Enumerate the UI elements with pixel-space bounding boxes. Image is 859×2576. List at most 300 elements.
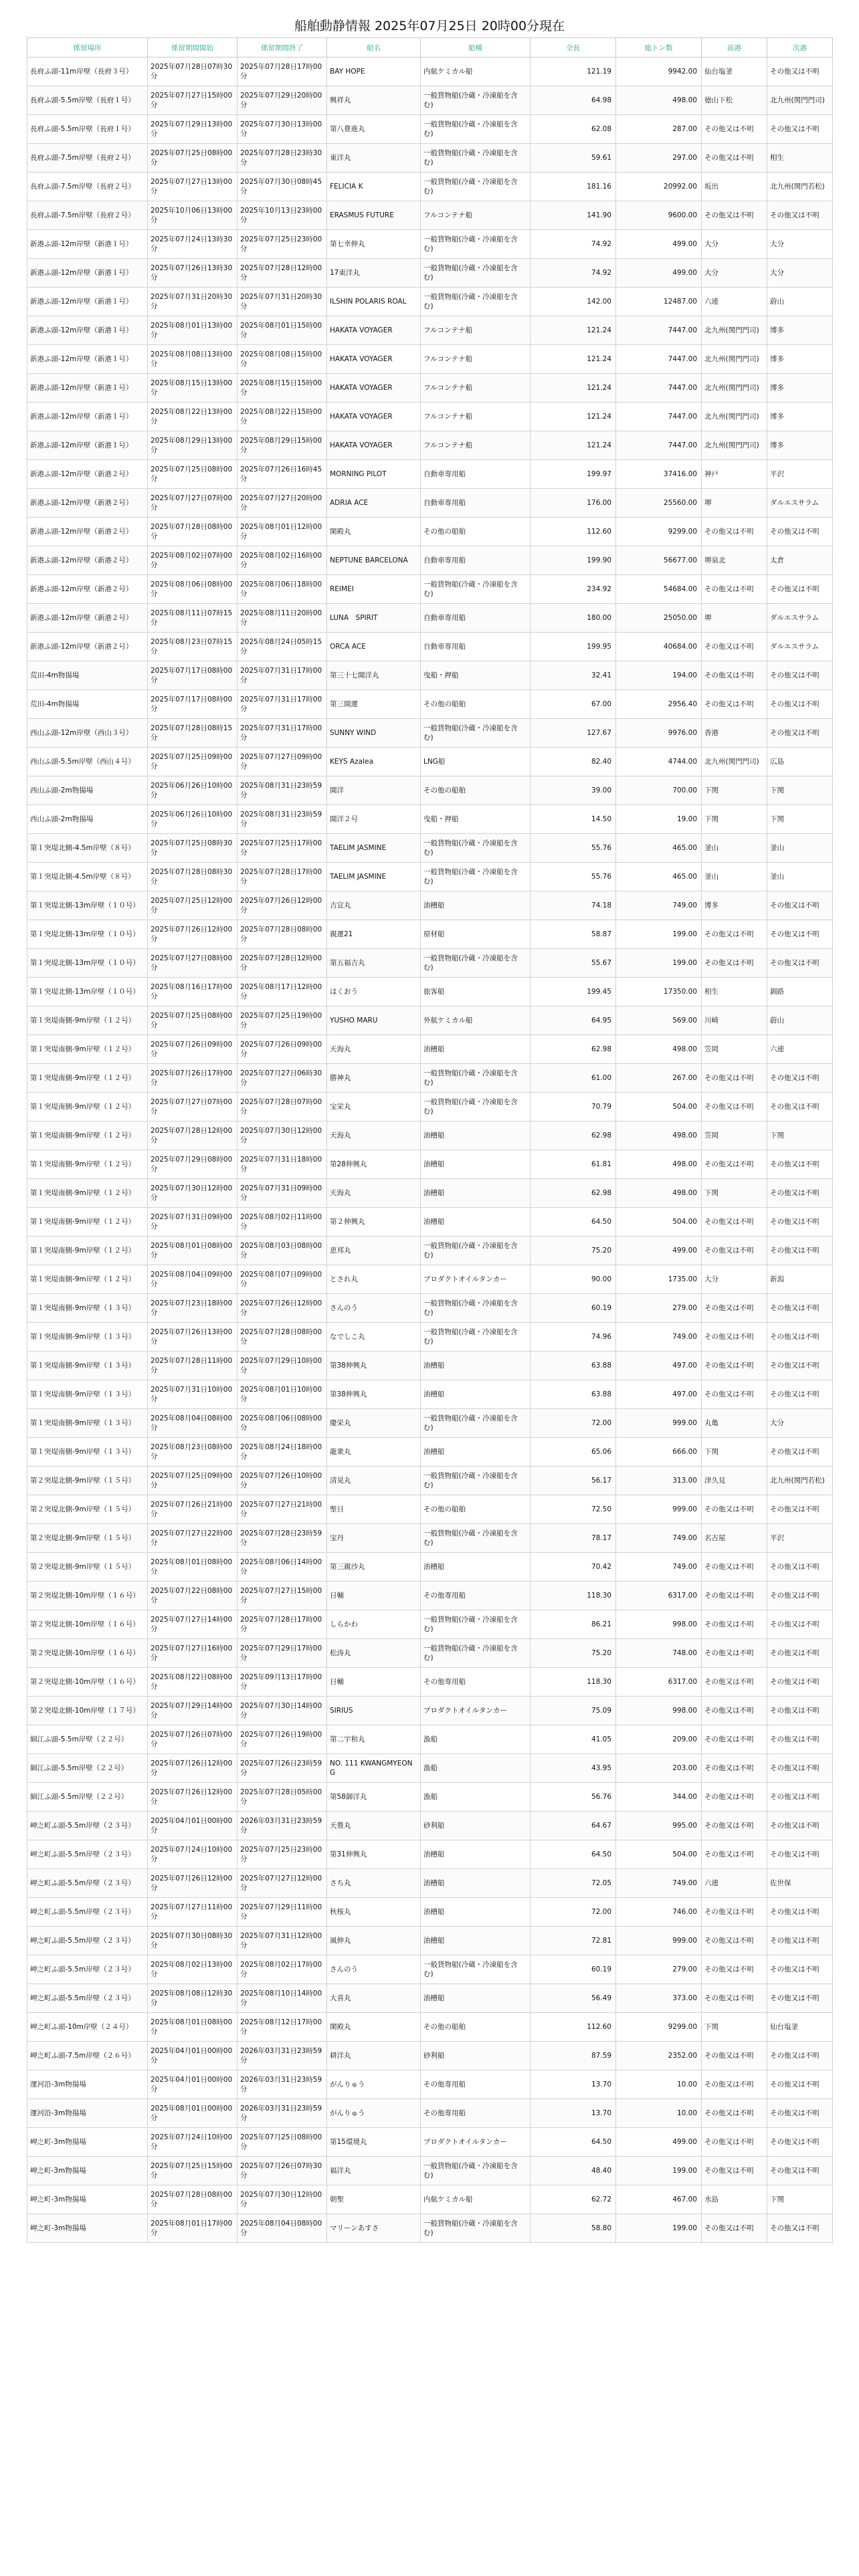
length-cell: 90.00 [531, 1265, 616, 1294]
next-port-cell: 大分 [767, 230, 833, 259]
length-cell: 64.67 [531, 1812, 616, 1840]
col-header-gross-tonnage[interactable]: 総トン数 [616, 38, 702, 58]
end-cell: 2025年08月22日15時00分 [237, 403, 327, 431]
ship-type-cell: 一般貨物船(冷蔵・冷凍船を含む) [421, 86, 531, 115]
ship-name-cell: 第15環境丸 [327, 2128, 421, 2157]
ship-name-cell: ILSHIN POLARIS ROAL [327, 288, 421, 316]
ship-type-cell: 外航ケミカル船 [421, 1006, 531, 1035]
berth-cell: 岬之町ふ頭-7.5m岸壁（２６号） [27, 2042, 148, 2070]
next-port-cell: その他又は不明 [767, 1783, 833, 1812]
length-cell: 62.98 [531, 1121, 616, 1150]
end-cell: 2025年07月28日23時59分 [237, 1524, 327, 1553]
end-cell: 2025年07月28日12時00分 [237, 259, 327, 288]
start-cell: 2025年08月29日13時00分 [148, 431, 237, 460]
start-cell: 2025年07月31日10時00分 [148, 1380, 237, 1409]
end-cell: 2025年07月26日10時00分 [237, 1467, 327, 1495]
start-cell: 2025年07月28日11時00分 [148, 1352, 237, 1380]
length-cell: 199.95 [531, 633, 616, 661]
ship-name-cell: ORCA ACE [327, 633, 421, 661]
end-cell: 2025年07月28日17時00分 [237, 58, 327, 86]
previous-port-cell: その他又は不明 [702, 1150, 767, 1179]
end-cell: 2025年07月29日17時00分 [237, 1639, 327, 1668]
previous-port-cell: その他又は不明 [702, 1955, 767, 1984]
start-cell: 2025年07月27日14時00分 [148, 1610, 237, 1639]
start-cell: 2025年07月26日21時00分 [148, 1495, 237, 1524]
length-cell: 43.95 [531, 1754, 616, 1783]
berth-cell: 西山ふ頭-2m物揚場 [27, 776, 148, 805]
length-cell: 60.19 [531, 1955, 616, 1984]
ship-name-cell: ERASMUS FUTURE [327, 201, 421, 230]
berth-cell: 第２突堤北側-10m岸壁（１７号） [27, 1697, 148, 1725]
next-port-cell: ダルエスサラム [767, 489, 833, 518]
end-cell: 2025年08月01日10時00分 [237, 1380, 327, 1409]
ship-type-cell: 砂利船 [421, 1812, 531, 1840]
previous-port-cell: その他又は不明 [702, 1064, 767, 1093]
end-cell: 2025年07月28日17時00分 [237, 863, 327, 891]
col-header-start[interactable]: 係留期間開始 [148, 38, 237, 58]
start-cell: 2025年07月23日18時00分 [148, 1294, 237, 1323]
next-port-cell: その他又は不明 [767, 1812, 833, 1840]
previous-port-cell: 笠岡 [702, 1035, 767, 1064]
next-port-cell: その他又は不明 [767, 1352, 833, 1380]
next-port-cell: 博多 [767, 374, 833, 403]
ship-type-cell: フルコンテナ船 [421, 374, 531, 403]
length-cell: 74.92 [531, 259, 616, 288]
berth-cell: 長府ふ頭-5.5m岸壁（長府１号） [27, 86, 148, 115]
gross-tonnage-cell: 504.00 [616, 1840, 702, 1869]
ship-type-cell: その他の船舶 [421, 690, 531, 719]
start-cell: 2025年07月26日13時30分 [148, 259, 237, 288]
previous-port-cell: その他又は不明 [702, 518, 767, 546]
length-cell: 13.70 [531, 2070, 616, 2099]
gross-tonnage-cell: 10.00 [616, 2099, 702, 2128]
gross-tonnage-cell: 17350.00 [616, 978, 702, 1006]
berth-cell: 第１突堤南側-9m岸壁（１２号） [27, 1237, 148, 1265]
table-row [27, 1783, 833, 1812]
previous-port-cell: 下関 [702, 2013, 767, 2042]
next-port-cell: 博多 [767, 345, 833, 374]
next-port-cell: その他又は不明 [767, 1582, 833, 1610]
ship-name-cell: 慶栄丸 [327, 1409, 421, 1438]
previous-port-cell: その他又は不明 [702, 690, 767, 719]
berth-cell: 第２突堤北側-10m岸壁（１６号） [27, 1639, 148, 1668]
berth-cell: 第１突堤南側-9m岸壁（１２号） [27, 1064, 148, 1093]
end-cell: 2025年07月27日12時00分 [237, 1869, 327, 1898]
end-cell: 2025年07月28日08時00分 [237, 920, 327, 949]
table-row [27, 86, 833, 115]
gross-tonnage-cell: 499.00 [616, 230, 702, 259]
gross-tonnage-cell: 40684.00 [616, 633, 702, 661]
berth-cell: 第１突堤南側-9m岸壁（１２号） [27, 1208, 148, 1237]
length-cell: 234.92 [531, 575, 616, 604]
ship-type-cell: 一般貨物船(冷蔵・冷凍船を含む) [421, 1524, 531, 1553]
gross-tonnage-cell: 498.00 [616, 1179, 702, 1208]
ship-type-cell: LNG船 [421, 748, 531, 776]
berth-cell: 西山ふ頭-2m物揚場 [27, 805, 148, 834]
start-cell: 2025年07月28日08時00分 [148, 2185, 237, 2214]
gross-tonnage-cell: 54684.00 [616, 575, 702, 604]
length-cell: 74.96 [531, 1323, 616, 1352]
end-cell: 2025年07月30日12時00分 [237, 2185, 327, 2214]
next-port-cell: その他又は不明 [767, 1955, 833, 1984]
length-cell: 199.90 [531, 546, 616, 575]
ship-type-cell: フルコンテナ船 [421, 431, 531, 460]
next-port-cell: その他又は不明 [767, 1438, 833, 1467]
previous-port-cell: 津久見 [702, 1467, 767, 1495]
table-row [27, 1265, 833, 1294]
gross-tonnage-cell: 498.00 [616, 1121, 702, 1150]
ship-name-cell: 17東洋丸 [327, 259, 421, 288]
table-row [27, 805, 833, 834]
previous-port-cell: 釜山 [702, 834, 767, 863]
ship-type-cell: 一般貨物船(冷蔵・冷凍船を含む) [421, 230, 531, 259]
ship-name-cell: HAKATA VOYAGER [327, 316, 421, 345]
next-port-cell: その他又は不明 [767, 1064, 833, 1093]
gross-tonnage-cell: 9942.00 [616, 58, 702, 86]
col-header-previous-port[interactable]: 前港 [702, 38, 767, 58]
end-cell: 2025年07月29日10時00分 [237, 1352, 327, 1380]
start-cell: 2025年07月26日12時00分 [148, 920, 237, 949]
next-port-cell: 太倉 [767, 546, 833, 575]
start-cell: 2025年07月28日08時30分 [148, 863, 237, 891]
end-cell: 2025年07月25日17時00分 [237, 834, 327, 863]
previous-port-cell: 坂出 [702, 173, 767, 201]
table-row [27, 1121, 833, 1150]
next-port-cell: その他又は不明 [767, 58, 833, 86]
ship-type-cell: その他の船舶 [421, 518, 531, 546]
ship-movement-table [27, 37, 833, 2243]
berth-cell: 岬之町ふ頭-10m岸壁（２４号） [27, 2013, 148, 2042]
ship-type-cell: プロダクトオイルタンカー [421, 1697, 531, 1725]
ship-type-cell: 油槽船 [421, 1035, 531, 1064]
length-cell: 121.19 [531, 58, 616, 86]
table-row [27, 2013, 833, 2042]
gross-tonnage-cell: 499.00 [616, 1237, 702, 1265]
ship-type-cell: その他専用船 [421, 2099, 531, 2128]
previous-port-cell: その他又は不明 [702, 1639, 767, 1668]
previous-port-cell: 相生 [702, 978, 767, 1006]
berth-cell: 第２突堤北側-9m岸壁（１５号） [27, 1553, 148, 1582]
previous-port-cell: 北九州(関門門司) [702, 316, 767, 345]
ship-name-cell: なでしこ丸 [327, 1323, 421, 1352]
start-cell: 2025年04月01日00時00分 [148, 1812, 237, 1840]
gross-tonnage-cell: 267.00 [616, 1064, 702, 1093]
ship-type-cell: 油槽船 [421, 1121, 531, 1150]
length-cell: 58.87 [531, 920, 616, 949]
ship-type-cell: その他の船舶 [421, 776, 531, 805]
length-cell: 121.24 [531, 345, 616, 374]
length-cell: 56.49 [531, 1984, 616, 2013]
ship-name-cell: FELICIA K [327, 173, 421, 201]
berth-cell: 細江ふ頭-5.5m岸壁（２２号） [27, 1783, 148, 1812]
length-cell: 82.40 [531, 748, 616, 776]
table-row [27, 2042, 833, 2070]
table-row [27, 1610, 833, 1639]
end-cell: 2025年07月27日20時00分 [237, 489, 327, 518]
next-port-cell: その他又は不明 [767, 518, 833, 546]
table-row [27, 201, 833, 230]
end-cell: 2025年07月26日09時00分 [237, 1035, 327, 1064]
start-cell: 2025年07月27日22時00分 [148, 1524, 237, 1553]
length-cell: 55.76 [531, 863, 616, 891]
ship-type-cell: 一般貨物船(冷蔵・冷凍船を含む) [421, 288, 531, 316]
gross-tonnage-cell: 465.00 [616, 834, 702, 863]
start-cell: 2025年07月26日12時00分 [148, 1869, 237, 1898]
gross-tonnage-cell: 373.00 [616, 1984, 702, 2013]
next-port-cell: 六連 [767, 1035, 833, 1064]
table-row [27, 690, 833, 719]
previous-port-cell: その他又は不明 [702, 1380, 767, 1409]
ship-name-cell: HAKATA VOYAGER [327, 345, 421, 374]
gross-tonnage-cell: 499.00 [616, 259, 702, 288]
table-row [27, 661, 833, 690]
previous-port-cell: 仙台塩釜 [702, 58, 767, 86]
next-port-cell: その他又は不明 [767, 1150, 833, 1179]
end-cell: 2025年07月27日09時00分 [237, 748, 327, 776]
berth-cell: 新港ふ頭-12m岸壁（新港１号） [27, 345, 148, 374]
berth-cell: 第１突堤南側-9m岸壁（１２号） [27, 1150, 148, 1179]
ship-name-cell: 天豊丸 [327, 1812, 421, 1840]
ship-type-cell: 一般貨物船(冷蔵・冷凍船を含む) [421, 2214, 531, 2243]
berth-cell: 第２突堤北側-9m岸壁（１５号） [27, 1524, 148, 1553]
gross-tonnage-cell: 203.00 [616, 1754, 702, 1783]
ship-type-cell: 内航ケミカル船 [421, 2185, 531, 2214]
end-cell: 2025年08月31日23時59分 [237, 776, 327, 805]
berth-cell: 新港ふ頭-12m岸壁（新港２号） [27, 633, 148, 661]
ship-name-cell: 秋桜丸 [327, 1898, 421, 1927]
previous-port-cell: 下関 [702, 1179, 767, 1208]
gross-tonnage-cell: 19.00 [616, 805, 702, 834]
ship-name-cell: 第三十七開洋丸 [327, 661, 421, 690]
previous-port-cell: 丸亀 [702, 1409, 767, 1438]
end-cell: 2025年07月31日09時00分 [237, 1179, 327, 1208]
ship-name-cell: 天海丸 [327, 1179, 421, 1208]
ship-type-cell: 油槽船 [421, 1840, 531, 1869]
previous-port-cell: 香港 [702, 719, 767, 748]
table-row [27, 489, 833, 518]
ship-type-cell: 漁船 [421, 1725, 531, 1754]
gross-tonnage-cell: 998.00 [616, 1697, 702, 1725]
table-row [27, 1208, 833, 1237]
next-port-cell: 相生 [767, 144, 833, 173]
end-cell: 2025年08月02日16時00分 [237, 546, 327, 575]
gross-tonnage-cell: 749.00 [616, 891, 702, 920]
berth-cell: 長府ふ頭-7.5m岸壁（長府２号） [27, 173, 148, 201]
length-cell: 199.97 [531, 460, 616, 489]
end-cell: 2025年08月17日12時00分 [237, 978, 327, 1006]
berth-cell: 岬之町-3m物揚場 [27, 2185, 148, 2214]
end-cell: 2025年07月25日08時00分 [237, 2128, 327, 2157]
gross-tonnage-cell: 749.00 [616, 1869, 702, 1898]
ship-type-cell: 砂利船 [421, 2042, 531, 2070]
table-row [27, 144, 833, 173]
ship-name-cell: TAELIM JASMINE [327, 863, 421, 891]
length-cell: 112.60 [531, 518, 616, 546]
ship-name-cell: 第七幸伸丸 [327, 230, 421, 259]
berth-cell: 新港ふ頭-12m岸壁（新港２号） [27, 518, 148, 546]
gross-tonnage-cell: 569.00 [616, 1006, 702, 1035]
gross-tonnage-cell: 749.00 [616, 1323, 702, 1352]
table-row [27, 2214, 833, 2243]
col-header-end[interactable]: 係留期間終了 [237, 38, 327, 58]
table-row [27, 518, 833, 546]
next-port-cell: その他又は不明 [767, 1927, 833, 1955]
previous-port-cell: 釜山 [702, 863, 767, 891]
start-cell: 2025年07月25日09時00分 [148, 748, 237, 776]
next-port-cell: 博多 [767, 403, 833, 431]
berth-cell: 岬之町ふ頭-5.5m岸壁（２３号） [27, 1927, 148, 1955]
gross-tonnage-cell: 504.00 [616, 1208, 702, 1237]
start-cell: 2025年08月01日00時00分 [148, 2099, 237, 2128]
length-cell: 112.60 [531, 2013, 616, 2042]
previous-port-cell: 大分 [702, 259, 767, 288]
next-port-cell: 博多 [767, 316, 833, 345]
length-cell: 181.16 [531, 173, 616, 201]
previous-port-cell: その他又は不明 [702, 1783, 767, 1812]
next-port-cell: その他又は不明 [767, 1754, 833, 1783]
end-cell: 2025年07月30日08時45分 [237, 173, 327, 201]
ship-name-cell: 松涛丸 [327, 1639, 421, 1668]
next-port-cell: 釜山 [767, 863, 833, 891]
start-cell: 2025年08月01日08時00分 [148, 1553, 237, 1582]
end-cell: 2025年07月30日13時00分 [237, 115, 327, 144]
berth-cell: 細江ふ頭-5.5m岸壁（２２号） [27, 1725, 148, 1754]
next-port-cell: ダルエスサラム [767, 633, 833, 661]
table-row [27, 1984, 833, 2013]
end-cell: 2025年07月29日20時00分 [237, 86, 327, 115]
col-header-ship-name[interactable]: 船名 [327, 38, 421, 58]
previous-port-cell: 川崎 [702, 1006, 767, 1035]
previous-port-cell: その他又は不明 [702, 1208, 767, 1237]
table-row [27, 1035, 833, 1064]
table-row [27, 1869, 833, 1898]
previous-port-cell: その他又は不明 [702, 2128, 767, 2157]
next-port-cell: その他又は不明 [767, 920, 833, 949]
ship-name-cell: マリーンあすさ [327, 2214, 421, 2243]
end-cell: 2025年07月26日19時00分 [237, 1725, 327, 1754]
previous-port-cell: その他又は不明 [702, 144, 767, 173]
previous-port-cell: 堺泉北 [702, 546, 767, 575]
end-cell: 2025年08月10日14時00分 [237, 1984, 327, 2013]
next-port-cell: その他又は不明 [767, 1898, 833, 1927]
end-cell: 2025年07月31日17時00分 [237, 661, 327, 690]
table-row [27, 1380, 833, 1409]
start-cell: 2025年08月04日09時00分 [148, 1265, 237, 1294]
ship-name-cell: 宝栄丸 [327, 1093, 421, 1121]
start-cell: 2025年08月11日07時15分 [148, 604, 237, 633]
gross-tonnage-cell: 497.00 [616, 1352, 702, 1380]
table-row [27, 1812, 833, 1840]
start-cell: 2025年08月02日07時00分 [148, 546, 237, 575]
table-row [27, 748, 833, 776]
ship-type-cell: 油槽船 [421, 1898, 531, 1927]
ship-name-cell: REIMEI [327, 575, 421, 604]
berth-cell: 第２突堤北側-10m岸壁（１６号） [27, 1582, 148, 1610]
table-row [27, 460, 833, 489]
berth-cell: 岬之町ふ頭-5.5m岸壁（２３号） [27, 1898, 148, 1927]
length-cell: 176.00 [531, 489, 616, 518]
gross-tonnage-cell: 199.00 [616, 949, 702, 978]
next-port-cell: その他又は不明 [767, 690, 833, 719]
previous-port-cell: 堺 [702, 489, 767, 518]
table-row [27, 1524, 833, 1553]
start-cell: 2025年07月30日12時00分 [148, 1179, 237, 1208]
ship-name-cell: 龍衆丸 [327, 1438, 421, 1467]
previous-port-cell: 博多 [702, 891, 767, 920]
previous-port-cell: その他又は不明 [702, 575, 767, 604]
length-cell: 121.24 [531, 316, 616, 345]
berth-cell: 第１突堤北側-13m岸壁（１０号） [27, 891, 148, 920]
ship-name-cell: 興祥丸 [327, 86, 421, 115]
next-port-cell: その他又は不明 [767, 1323, 833, 1352]
col-header-berth[interactable]: 係留場所 [27, 38, 148, 58]
col-header-length[interactable]: 全長 [531, 38, 616, 58]
length-cell: 62.72 [531, 2185, 616, 2214]
ship-type-cell: 一般貨物船(冷蔵・冷凍船を含む) [421, 1639, 531, 1668]
gross-tonnage-cell: 9600.00 [616, 201, 702, 230]
ship-type-cell: 一般貨物船(冷蔵・冷凍船を含む) [421, 1467, 531, 1495]
length-cell: 60.19 [531, 1294, 616, 1323]
ship-type-cell: 一般貨物船(冷蔵・冷凍船を含む) [421, 1064, 531, 1093]
ship-type-cell: 一般貨物船(冷蔵・冷凍船を含む) [421, 834, 531, 863]
table-row [27, 1553, 833, 1582]
next-port-cell: 広島 [767, 748, 833, 776]
length-cell: 72.05 [531, 1869, 616, 1898]
previous-port-cell: 北九州(関門門司) [702, 748, 767, 776]
gross-tonnage-cell: 749.00 [616, 1524, 702, 1553]
gross-tonnage-cell: 12487.00 [616, 288, 702, 316]
length-cell: 13.70 [531, 2099, 616, 2128]
next-port-cell: 新潟 [767, 1265, 833, 1294]
start-cell: 2025年08月08日13時00分 [148, 345, 237, 374]
previous-port-cell: 水島 [702, 2185, 767, 2214]
end-cell: 2025年07月26日23時59分 [237, 1754, 327, 1783]
berth-cell: 第１突堤南側-9m岸壁（１３号） [27, 1409, 148, 1438]
start-cell: 2025年08月01日13時00分 [148, 316, 237, 345]
next-port-cell: ダルエスサラム [767, 604, 833, 633]
previous-port-cell: 大分 [702, 230, 767, 259]
start-cell: 2025年07月17日08時00分 [148, 661, 237, 690]
next-port-cell: その他又は不明 [767, 2070, 833, 2099]
start-cell: 2025年07月28日07時30分 [148, 58, 237, 86]
table-row [27, 374, 833, 403]
table-row [27, 1409, 833, 1438]
previous-port-cell: その他又は不明 [702, 2099, 767, 2128]
start-cell: 2025年07月25日15時00分 [148, 2157, 237, 2185]
table-row [27, 1668, 833, 1697]
ship-type-cell: 一般貨物船(冷蔵・冷凍船を含む) [421, 144, 531, 173]
ship-type-cell: 一般貨物船(冷蔵・冷凍船を含む) [421, 1955, 531, 1984]
table-row [27, 2185, 833, 2214]
ship-type-cell: 一般貨物船(冷蔵・冷凍船を含む) [421, 259, 531, 288]
next-port-cell: その他又は不明 [767, 1208, 833, 1237]
length-cell: 64.95 [531, 1006, 616, 1035]
table-row [27, 230, 833, 259]
col-header-next-port[interactable]: 次港 [767, 38, 833, 58]
end-cell: 2026年03月31日23時59分 [237, 2042, 327, 2070]
next-port-cell: その他又は不明 [767, 661, 833, 690]
length-cell: 55.67 [531, 949, 616, 978]
start-cell: 2025年10月06日13時00分 [148, 201, 237, 230]
ship-type-cell: 一般貨物船(冷蔵・冷凍船を含む) [421, 1610, 531, 1639]
start-cell: 2025年08月02日13時00分 [148, 1955, 237, 1984]
col-header-ship-type[interactable]: 船種 [421, 38, 531, 58]
berth-cell: 岬之町-3m物揚場 [27, 2214, 148, 2243]
gross-tonnage-cell: 194.00 [616, 661, 702, 690]
table-row [27, 1495, 833, 1524]
table-row [27, 431, 833, 460]
end-cell: 2025年08月31日23時59分 [237, 805, 327, 834]
